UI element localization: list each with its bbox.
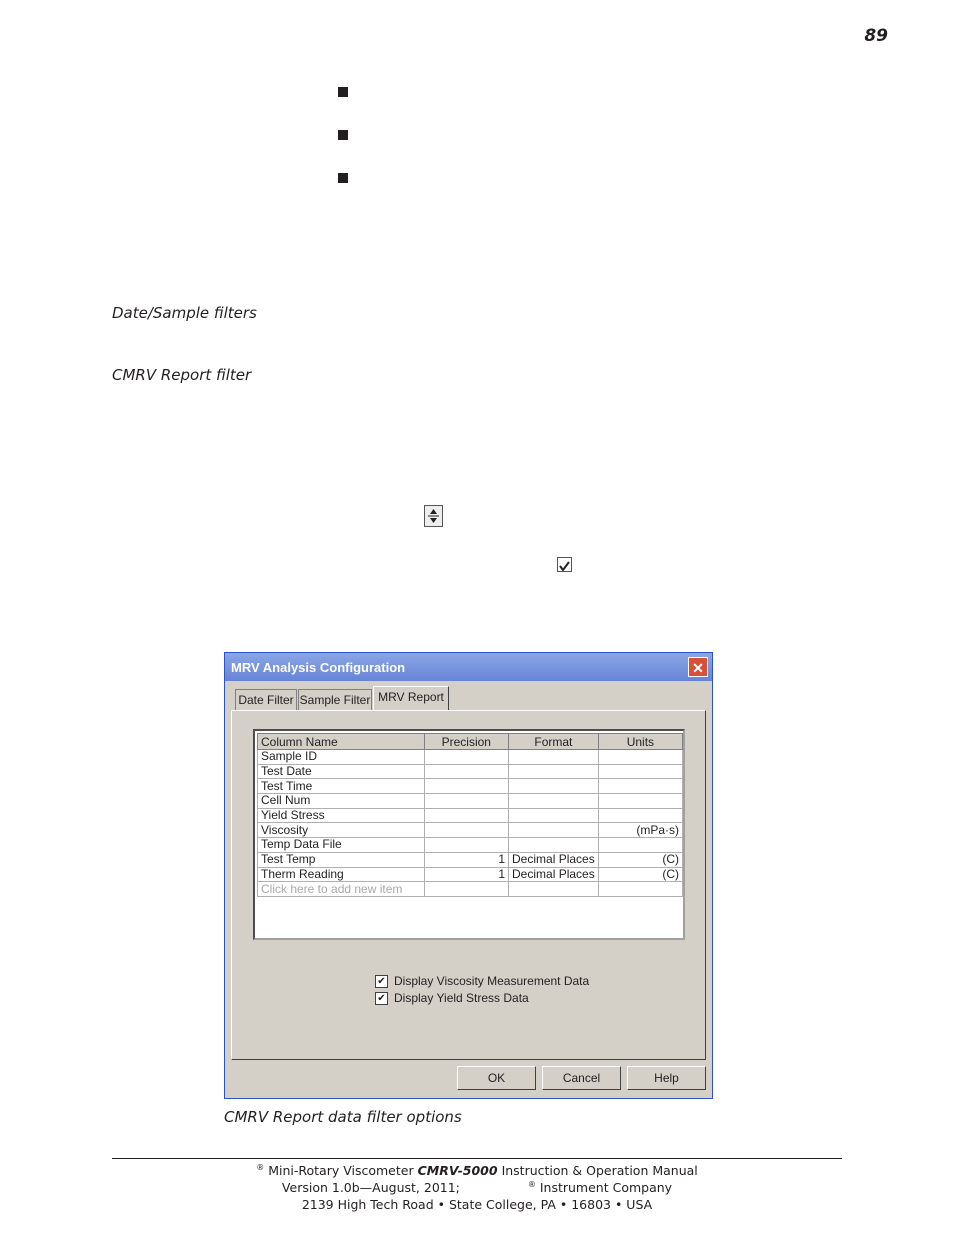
bullet-marker [338, 173, 348, 183]
registered-mark: ® [527, 1180, 536, 1189]
cancel-button[interactable]: Cancel [542, 1066, 621, 1090]
footer-product: Mini-Rotary Viscometer [268, 1163, 414, 1179]
cell-column-name[interactable]: Test Temp [258, 852, 425, 867]
add-new-item-cell[interactable]: Click here to add new item [258, 882, 425, 897]
cell-units[interactable]: (mPa·s) [598, 823, 682, 838]
cell-format[interactable] [509, 882, 599, 897]
cell-units[interactable] [598, 808, 682, 823]
column-header-precision[interactable]: Precision [424, 734, 508, 750]
cell-units[interactable] [598, 882, 682, 897]
ok-button[interactable]: OK [457, 1066, 536, 1090]
table-row[interactable] [258, 750, 683, 765]
cmrv-report-filter-heading: CMRV Report filter [112, 366, 252, 384]
display-yield-stress-checkbox[interactable]: ✔ [375, 992, 388, 1005]
column-header-units[interactable]: Units [598, 734, 682, 750]
display-yield-stress-checkbox-row[interactable] [375, 991, 529, 1005]
title-bar [225, 653, 712, 681]
report-columns-table [257, 733, 683, 897]
cell-units[interactable]: (C) [598, 852, 682, 867]
page-number: 89 [864, 26, 888, 46]
table-row[interactable] [258, 838, 683, 853]
cell-format[interactable] [509, 838, 599, 853]
cell-column-name[interactable]: Yield Stress [258, 808, 425, 823]
report-columns-grid[interactable] [253, 729, 685, 940]
date-sample-filters-heading: Date/Sample filters [112, 304, 257, 322]
cell-format[interactable]: Decimal Places [509, 867, 599, 882]
cell-precision[interactable] [424, 779, 508, 794]
footer-line-2 [112, 1180, 842, 1195]
cell-format[interactable] [509, 823, 599, 838]
table-row[interactable] [258, 764, 683, 779]
close-button[interactable]: ✕ [688, 657, 708, 677]
table-row[interactable] [258, 823, 683, 838]
footer-company: Instrument Company [539, 1180, 673, 1196]
table-row[interactable] [258, 808, 683, 823]
footer-manual: Instruction & Operation Manual [501, 1163, 698, 1179]
cell-format[interactable] [509, 764, 599, 779]
column-header-format[interactable]: Format [509, 734, 599, 750]
cell-precision[interactable] [424, 838, 508, 853]
table-row[interactable] [258, 867, 683, 882]
spinner-icon [424, 505, 443, 527]
cell-column-name[interactable]: Therm Reading [258, 867, 425, 882]
display-viscosity-label: Display Viscosity Measurement Data [394, 974, 590, 988]
add-item-row[interactable] [258, 882, 683, 897]
footer-line-1 [112, 1163, 842, 1178]
tab-mrv-report[interactable]: MRV Report [373, 686, 449, 711]
cell-precision[interactable] [424, 882, 508, 897]
table-row[interactable] [258, 779, 683, 794]
help-button[interactable]: Help [627, 1066, 706, 1090]
figure-caption: CMRV Report data filter options [224, 1108, 462, 1126]
footer-version: Version 1.0b—August, 2011; [281, 1180, 460, 1196]
cell-precision[interactable] [424, 823, 508, 838]
display-viscosity-checkbox-row[interactable] [375, 974, 589, 988]
display-yield-stress-label: Display Yield Stress Data [394, 991, 529, 1005]
cell-column-name[interactable]: Cell Num [258, 794, 425, 809]
column-header-name[interactable]: Column Name [258, 734, 425, 750]
table-row[interactable] [258, 852, 683, 867]
mrv-analysis-configuration-dialog [224, 652, 713, 1099]
cell-format[interactable] [509, 750, 599, 765]
tab-date-filter[interactable]: Date Filter [235, 689, 297, 710]
footer-address: 2139 High Tech Road • State College, PA • 16803 • USA [301, 1197, 653, 1212]
cell-precision[interactable] [424, 808, 508, 823]
cell-column-name[interactable]: Viscosity [258, 823, 425, 838]
cell-units[interactable] [598, 750, 682, 765]
grid-header-row [258, 734, 683, 750]
cell-precision[interactable] [424, 794, 508, 809]
cell-precision[interactable] [424, 764, 508, 779]
cell-units[interactable] [598, 779, 682, 794]
footer-divider [112, 1158, 842, 1159]
cell-units[interactable]: (C) [598, 867, 682, 882]
cell-format[interactable] [509, 808, 599, 823]
display-viscosity-checkbox[interactable]: ✔ [375, 975, 388, 988]
cell-format[interactable] [509, 779, 599, 794]
cell-units[interactable] [598, 794, 682, 809]
tab-sample-filter[interactable]: Sample Filter [298, 689, 372, 710]
footer-model: CMRV-5000 [417, 1163, 498, 1179]
cell-precision[interactable]: 1 [424, 852, 508, 867]
cell-format[interactable]: Decimal Places [509, 852, 599, 867]
bullet-marker [338, 130, 348, 140]
cell-units[interactable] [598, 764, 682, 779]
checkbox-icon [557, 557, 572, 572]
cell-units[interactable] [598, 838, 682, 853]
cell-precision[interactable]: 1 [424, 867, 508, 882]
cell-column-name[interactable]: Test Date [258, 764, 425, 779]
table-row[interactable] [258, 794, 683, 809]
cell-column-name[interactable]: Sample ID [258, 750, 425, 765]
cell-column-name[interactable]: Test Time [258, 779, 425, 794]
cell-column-name[interactable]: Temp Data File [258, 838, 425, 853]
dialog-title: MRV Analysis Configuration [231, 660, 406, 675]
bullet-marker [338, 87, 348, 97]
cell-precision[interactable] [424, 750, 508, 765]
cell-format[interactable] [509, 794, 599, 809]
registered-mark: ® [256, 1163, 265, 1172]
